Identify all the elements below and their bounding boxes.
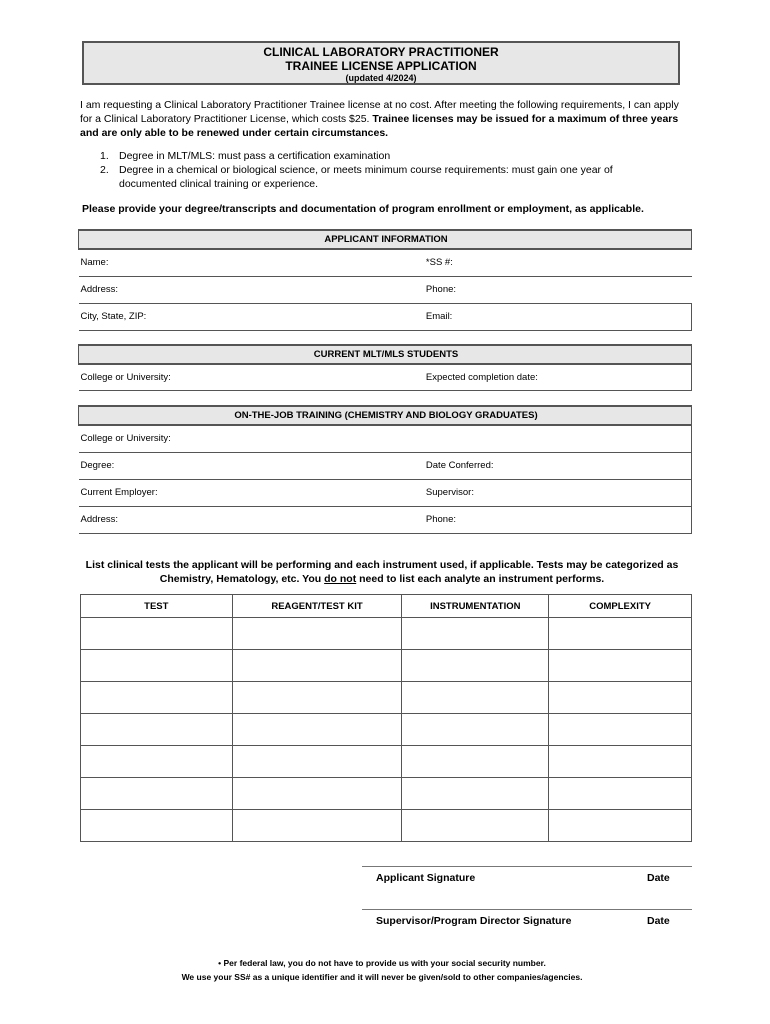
tests-table-header — [81, 595, 692, 618]
reagent-cell[interactable] — [232, 810, 402, 842]
instrument-cell[interactable] — [402, 746, 549, 778]
student-college-field[interactable]: College or University: — [79, 364, 424, 390]
supervisor-signature-label: Supervisor/Program Director Signature — [376, 915, 572, 927]
complexity-cell[interactable] — [549, 746, 692, 778]
address-field[interactable]: Address: — [79, 276, 424, 303]
form-updated-date: (updated 4/2024) — [345, 73, 417, 83]
applicant-signature-label: Applicant Signature — [376, 872, 476, 884]
test-cell[interactable] — [81, 810, 233, 842]
requirement-item: 1. Degree in MLT/MLS: must pass a certification examination — [100, 150, 391, 162]
reagent-cell[interactable] — [232, 714, 402, 746]
col-complexity: COMPLEXITY — [549, 595, 692, 618]
applicant-date-label: Date — [647, 872, 670, 884]
ojt-college-field[interactable]: College or University: — [79, 425, 692, 452]
instrument-cell[interactable] — [402, 778, 549, 810]
table-row — [81, 810, 692, 842]
instrument-cell[interactable] — [402, 618, 549, 650]
test-cell[interactable] — [81, 778, 233, 810]
col-reagent: REAGENT/TEST KIT — [232, 595, 402, 618]
employer-field[interactable]: Current Employer: — [79, 479, 424, 506]
test-cell[interactable] — [81, 618, 233, 650]
instrument-cell[interactable] — [402, 650, 549, 682]
phone-field[interactable]: Phone: — [424, 276, 692, 303]
intro-paragraph — [80, 98, 692, 140]
applicant-info-header: APPLICANT INFORMATION — [79, 230, 692, 249]
students-table — [78, 344, 692, 391]
reagent-cell[interactable] — [232, 746, 402, 778]
tests-table — [80, 594, 692, 842]
footer-line2: We use your SS# as a unique identifier and it will never be given/sold to other companies/agencies. — [181, 972, 583, 982]
table-row — [81, 746, 692, 778]
supervisor-signature-line[interactable] — [362, 909, 692, 910]
col-instrumentation: INSTRUMENTATION — [402, 595, 549, 618]
form-title-line1: CLINICAL LABORATORY PRACTITIONER — [263, 45, 499, 59]
date-conferred-field[interactable]: Date Conferred: — [424, 452, 692, 479]
degree-field[interactable]: Degree: — [79, 452, 424, 479]
footer-line1: • Per federal law, you do not have to provide us with your social security number. — [218, 958, 546, 968]
table-row — [81, 650, 692, 682]
requirement-item: 2. Degree in a chemical or biological science, or meets minimum course requirements: must gain one year of documented clinical training or experience. — [100, 164, 613, 190]
complexity-cell[interactable] — [549, 618, 692, 650]
table-row — [81, 618, 692, 650]
intro-text: I am requesting a Clinical Laboratory Practitioner Trainee license at no cost. After meeting the following requirements, I can apply for a Clinical Laboratory Practitioner License, which costs $25. — [80, 99, 679, 125]
ojt-header: ON-THE-JOB TRAINING (CHEMISTRY AND BIOLOGY GRADUATES) — [79, 406, 692, 425]
form-title-box — [82, 41, 680, 85]
instrument-cell[interactable] — [402, 714, 549, 746]
test-cell[interactable] — [81, 650, 233, 682]
email-field[interactable]: Email: — [424, 303, 692, 330]
intro-bold-text: Trainee licenses may be issued for a maximum of three years and are only able to be renewed under certain circumstances. — [80, 113, 679, 139]
test-cell[interactable] — [81, 682, 233, 714]
reagent-cell[interactable] — [232, 618, 402, 650]
complexity-cell[interactable] — [549, 682, 692, 714]
table-row — [81, 714, 692, 746]
applicant-info-table — [78, 229, 692, 331]
students-header: CURRENT MLT/MLS STUDENTS — [79, 345, 692, 364]
complexity-cell[interactable] — [549, 778, 692, 810]
completion-date-field[interactable]: Expected completion date: — [424, 364, 692, 390]
do-not-underlined: do not — [324, 573, 357, 585]
table-row — [81, 778, 692, 810]
tests-instructions: List clinical tests the applicant will be performing and each instrument used, if applicable. Tests may be categorized as Chemistry, Hematology, etc. You do not need to list each analyte an instrument performs. — [85, 559, 679, 585]
test-cell[interactable] — [81, 714, 233, 746]
supervisor-date-label: Date — [647, 915, 670, 927]
name-field[interactable]: Name: — [79, 249, 424, 276]
ojt-phone-field[interactable]: Phone: — [424, 506, 692, 533]
complexity-cell[interactable] — [549, 714, 692, 746]
complexity-cell[interactable] — [549, 810, 692, 842]
instrument-cell[interactable] — [402, 682, 549, 714]
reagent-cell[interactable] — [232, 682, 402, 714]
col-test: TEST — [81, 595, 233, 618]
ojt-table — [78, 405, 692, 534]
applicant-signature-line[interactable] — [362, 866, 692, 867]
test-cell[interactable] — [81, 746, 233, 778]
reagent-cell[interactable] — [232, 650, 402, 682]
requirements-list — [100, 149, 670, 191]
reagent-cell[interactable] — [232, 778, 402, 810]
supervisor-field[interactable]: Supervisor: — [424, 479, 692, 506]
documentation-note: Please provide your degree/transcripts and documentation of program enrollment or employment, as applicable. — [82, 203, 644, 215]
ss-field[interactable]: *SS #: — [424, 249, 692, 276]
table-row — [81, 682, 692, 714]
instrument-cell[interactable] — [402, 810, 549, 842]
city-state-zip-field[interactable]: City, State, ZIP: — [79, 303, 424, 330]
ojt-address-field[interactable]: Address: — [79, 506, 424, 533]
form-title-line2: TRAINEE LICENSE APPLICATION — [285, 59, 477, 73]
complexity-cell[interactable] — [549, 650, 692, 682]
